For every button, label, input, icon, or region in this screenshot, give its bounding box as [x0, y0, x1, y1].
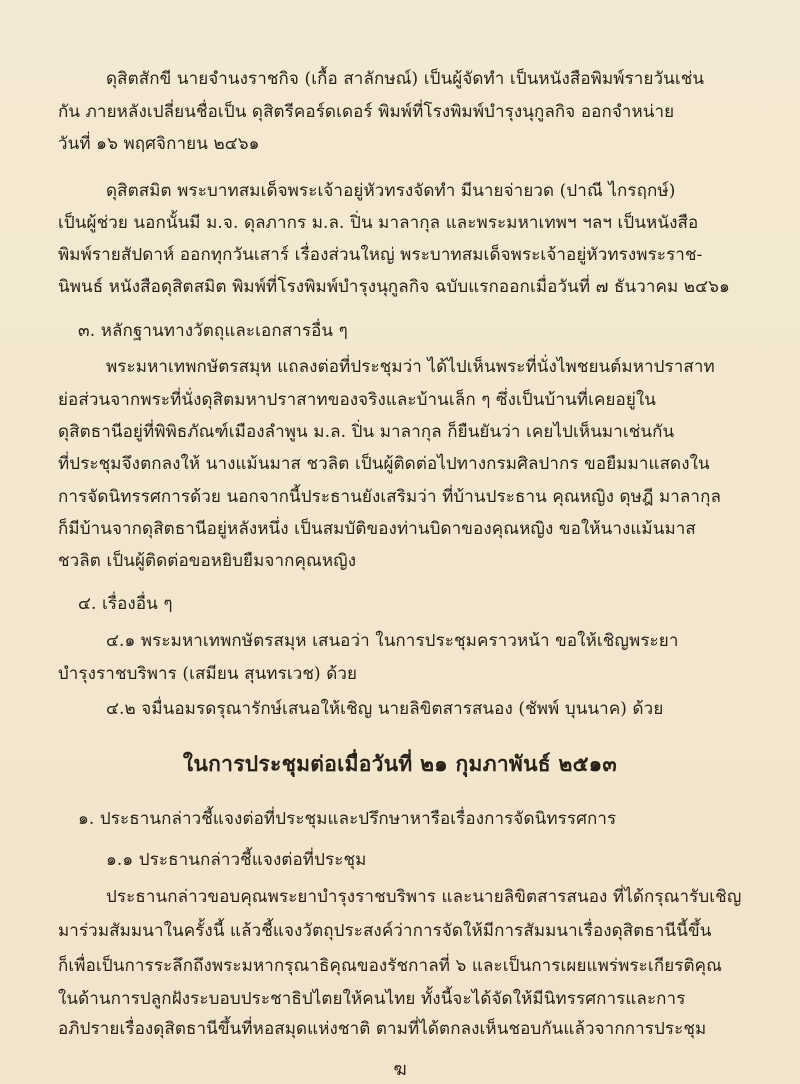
text-line: ๔.๒ จมื่นอมรดรุณารักษ์เสนอให้เชิญ นายลิขิตสารสนอง (ชัพพ์ บุนนาค) ด้วย	[106, 699, 664, 719]
text-line: อภิปรายเรื่องดุสิตธานีขึ้นที่หอสมุดแห่งชาติ ตามที่ได้ตกลงเห็นชอบกันแล้วจากการประชุม	[58, 1019, 707, 1039]
page-number: ฆ	[393, 1059, 407, 1080]
text-line: ในด้านการปลูกฝังระบอบประชาธิปไตยให้คนไทย ทั้งนี้จะได้จัดให้มีนิทรรศการและการ	[58, 989, 686, 1009]
text-line: มาร่วมสัมมนาในครั้งนี้ แล้วชี้แจงวัตถุประสงค์ว่าการจัดให้มีการสัมมนาเรื่องดุสิตธานีนี้ขึ้น	[58, 921, 712, 941]
text-line: การจัดนิทรรศการด้วย นอกจากนี้ประธานยังเสริมว่า ที่บ้านประธาน คุณหญิง ดุษฎี มาลากุล	[58, 487, 721, 507]
text-line: ก็มีบ้านจากดุสิตธานีอยู่หลังหนึ่ง เป็นสมบัติของท่านบิดาของคุณหญิง ขอให้นางแม้นมาส	[58, 519, 696, 539]
text-line: ก็เพื่อเป็นการระลึกถึงพระมหากรุณาธิคุณของรัชกาลที่ ๖ และเป็นการเผยแพร่พระเกียรติคุณ	[58, 956, 722, 976]
text-line: ที่ประชุมจึงตกลงให้ นางแม้นมาส ชวลิต เป็นผู้ติดต่อไปทางกรมศิลปากร ขอยืมมาแสดงใน	[58, 454, 710, 474]
text-line: พิมพ์รายสัปดาห์ ออกทุกวันเสาร์ เรื่องส่วนใหญ่ พระบาทสมเด็จพระเจ้าอยู่หัวทรงพระราช-	[58, 245, 703, 265]
text-line: ดุสิตสมิต พระบาทสมเด็จพระเจ้าอยู่หัวทรงจัดทำ มีนายจ่ายวด (ปาณี ไกรฤกษ์)	[106, 181, 676, 201]
text-line: พระมหาเทพกษัตรสมุห แถลงต่อที่ประชุมว่า ได้ไปเห็นพระที่นั่งไพชยนต์มหาปราสาท	[106, 357, 715, 377]
text-line: วันที่ ๑๖ พฤศจิกายน ๒๔๖๑	[58, 134, 260, 154]
text-line: บำรุงราชบริพาร (เสมียน สุนทรเวช) ด้วย	[58, 664, 358, 684]
text-line: ชวลิต เป็นผู้ติดต่อขอหยิบยืมจากคุณหญิง	[58, 551, 357, 571]
subsection-title: ๑.๑ ประธานกล่าวชี้แจงต่อที่ประชุม	[106, 850, 367, 870]
text-line: ย่อส่วนจากพระที่นั่งดุสิตมหาปราสาทของจริงและบ้านเล็ก ๆ ซึ่งเป็นบ้านที่เคยอยู่ใน	[58, 390, 657, 410]
text-line: นิพนธ์ หนังสือดุสิตสมิต พิมพ์ที่โรงพิมพ์บำรุงนุกูลกิจ ฉบับแรกออกเมื่อวันที่ ๗ ธันวาคม ๒๔๖๑	[58, 277, 730, 297]
meeting-heading: ในการประชุมต่อเมื่อวันที่ ๒๑ กุมภาพันธ์ ๒๕๑๓	[182, 751, 618, 776]
text-line: เป็นผู้ช่วย นอกนั้นมี ม.จ. ดุลภากร ม.ล. ปิ่น มาลากุล และพระมหาเทพฯ ฯลฯ เป็นหนังสือ	[58, 213, 699, 233]
text-line: ๔.๑ พระมหาเทพกษัตรสมุห เสนอว่า ในการประชุมคราวหน้า ขอให้เชิญพระยา	[106, 631, 679, 651]
text-line: ดุสิตสักขี นายจำนงราชกิจ (เกื้อ สาลักษณ์) เป็นผู้จัดทำ เป็นหนังสือพิมพ์รายวันเช่น	[106, 69, 705, 89]
text-line: กัน ภายหลังเปลี่ยนชื่อเป็น ดุสิตรีคอร์ดเดอร์ พิมพ์ที่โรงพิมพ์บำรุงนุกูลกิจ ออกจำหน่าย	[58, 102, 675, 122]
section-title: ๓. หลักฐานทางวัตถุและเอกสารอื่น ๆ	[78, 321, 348, 341]
text-line: ประธานกล่าวขอบคุณพระยาบำรุงราชบริพาร และนายลิขิตสารสนอง ที่ได้กรุณารับเชิญ	[106, 887, 742, 907]
section-title: ๑. ประธานกล่าวชี้แจงต่อที่ประชุมและปรึกษาหารือเรื่องการจัดนิทรรศการ	[78, 809, 617, 829]
section-title: ๔. เรื่องอื่น ๆ	[78, 594, 173, 614]
text-line: ดุสิตธานีอยู่ที่พิพิธภัณฑ์เมืองลำพูน ม.ล. ปิ่น มาลากุล ก็ยืนยันว่า เคยไปเห็นมาเช่นกัน	[58, 422, 675, 442]
